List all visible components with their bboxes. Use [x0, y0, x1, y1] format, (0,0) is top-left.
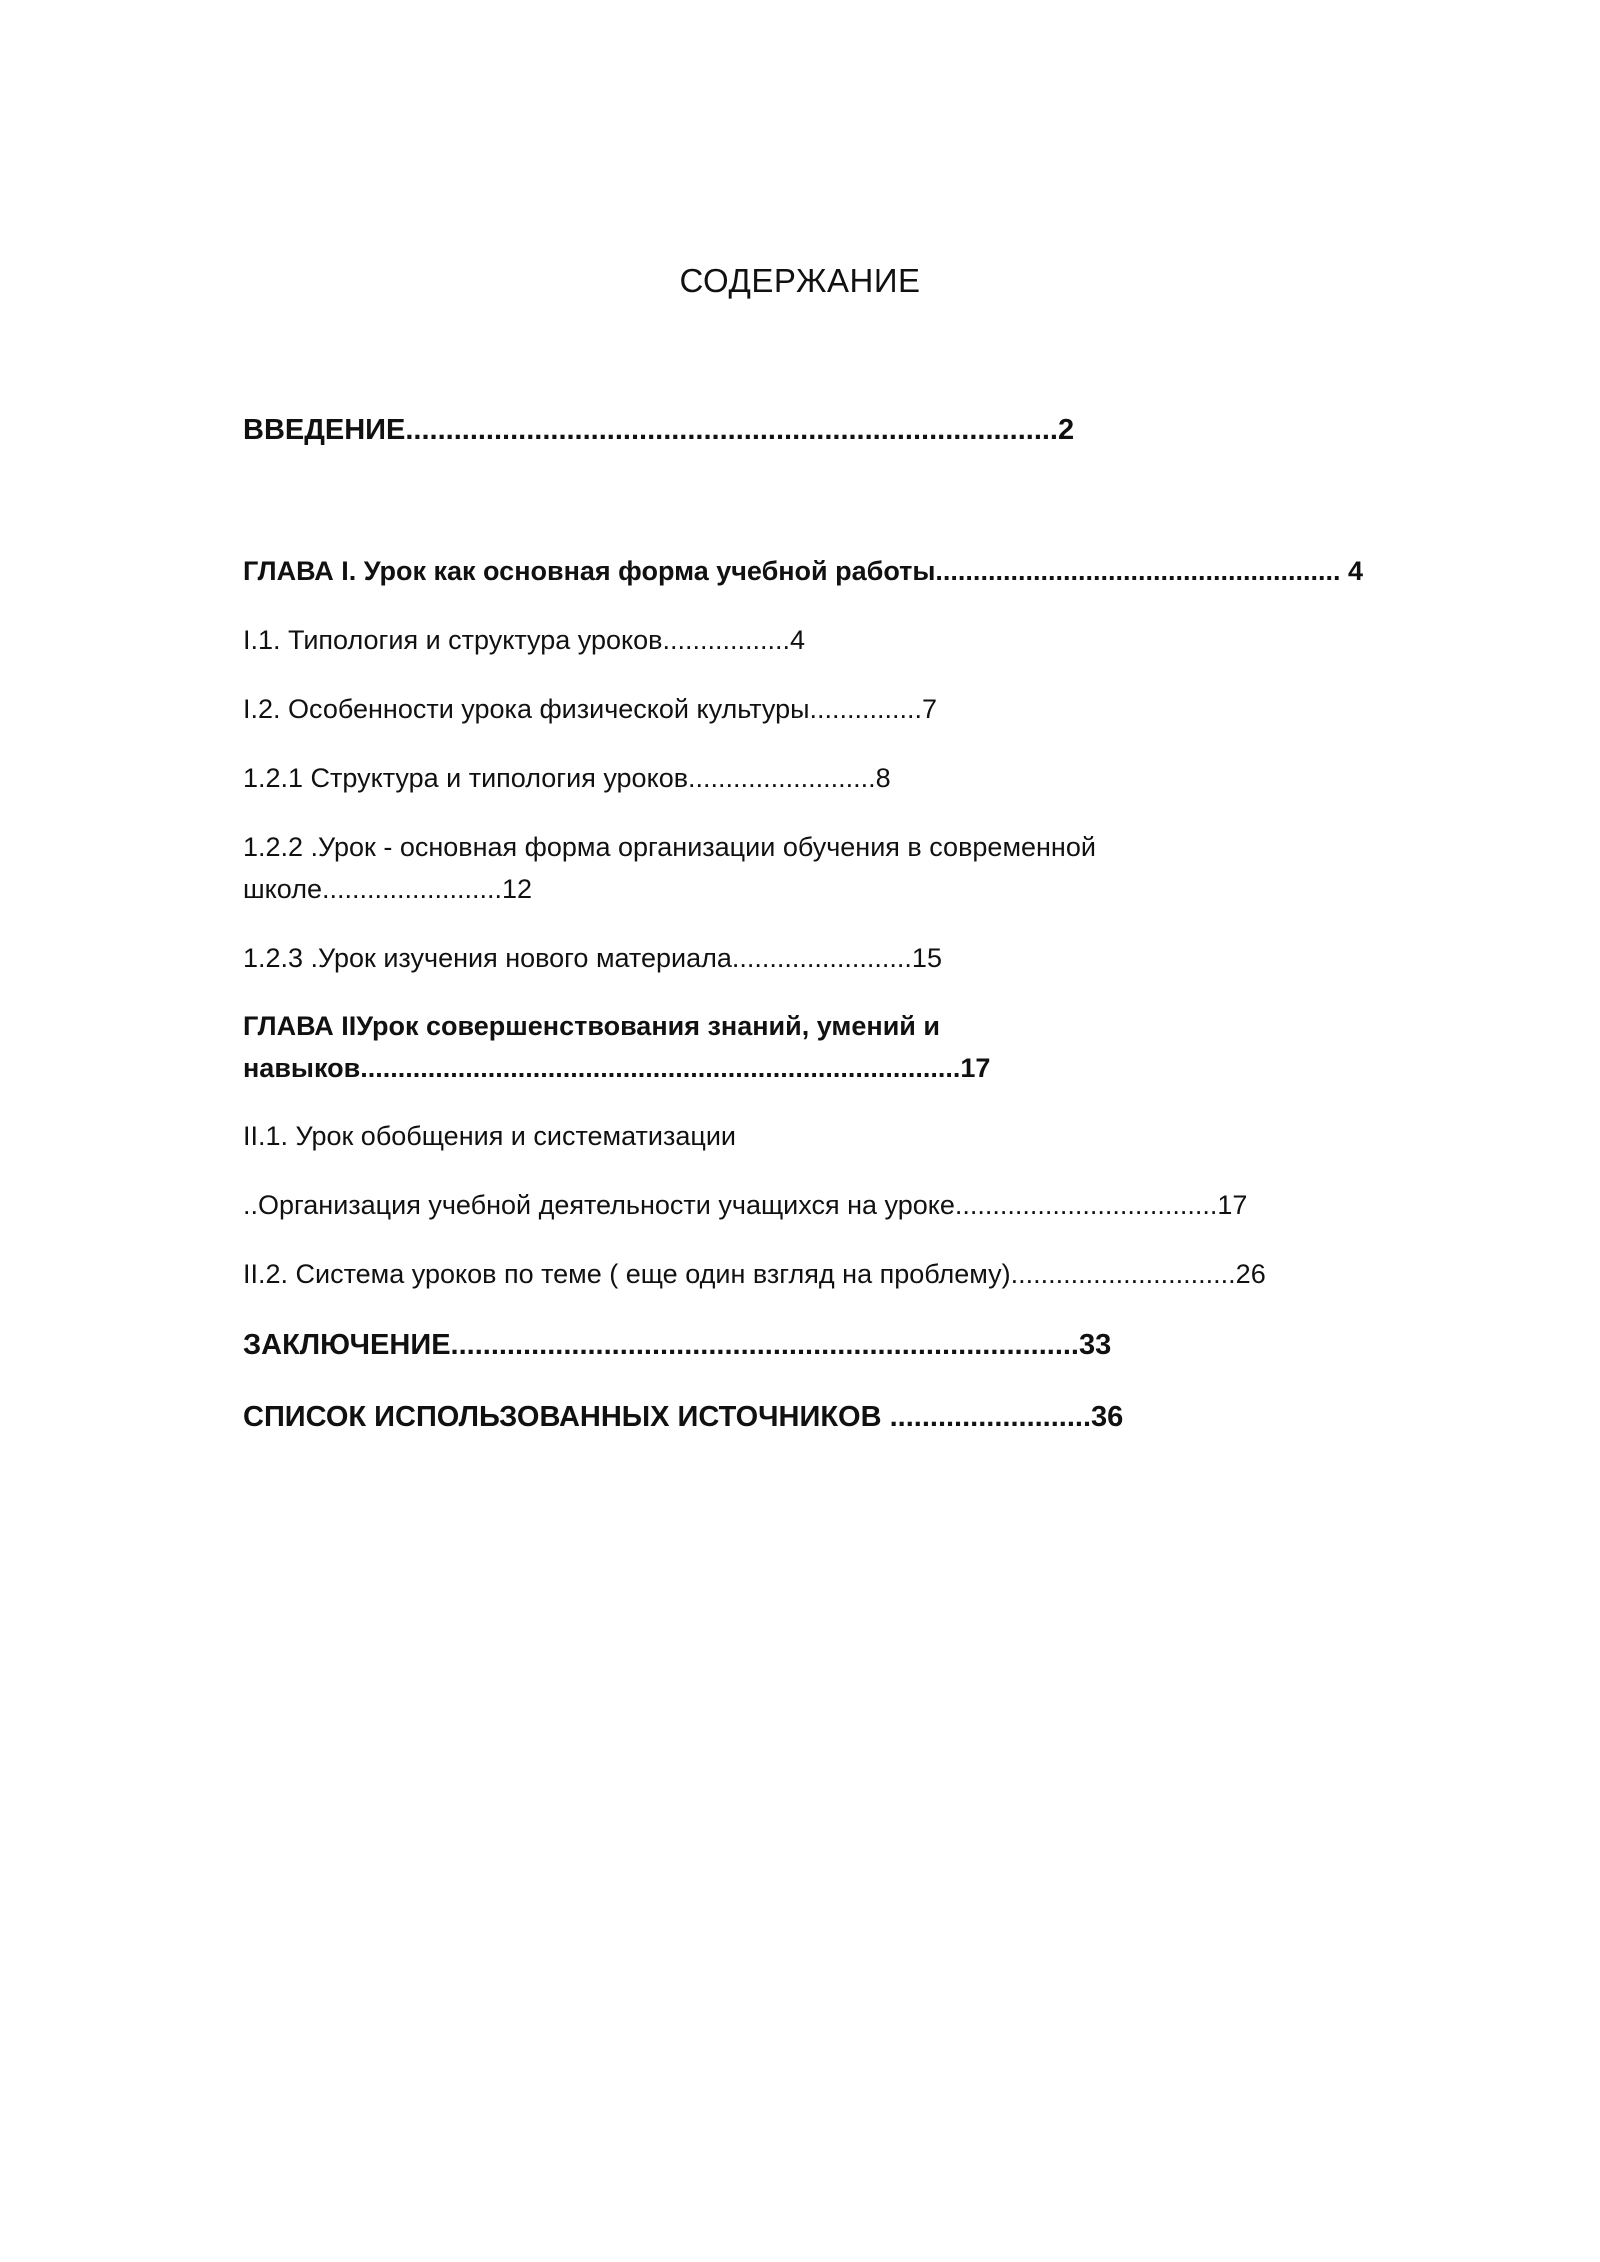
toc-entry-2-2: II.2. Система уроков по теме ( еще один взгляд на проблему)..............................26: [243, 1259, 1266, 1289]
toc-entry-1-1: I.1. Типология и структура уроков.................4: [243, 625, 806, 655]
toc-entry-1-2-2: [243, 826, 1096, 910]
toc-entry-1-2-1: 1.2.1 Структура и типология уроков.........................8: [243, 763, 891, 793]
toc-entry-2-1: II.1. Урок обобщения и систематизации: [243, 1121, 737, 1151]
toc-entry-references: СПИСОК ИСПОЛЬЗОВАННЫХ ИСТОЧНИКОВ .........................36: [243, 1401, 1124, 1433]
toc-entry-chapter-2-line2: навыков................................................................................17: [243, 1053, 991, 1083]
toc-entry-organization: ..Организация учебной деятельности учащихся на уроке...................................17: [243, 1190, 1248, 1220]
toc-entry-1-2-3: 1.2.3 .Урок изучения нового материала........................15: [243, 943, 942, 973]
toc-entry-1-2-2-line1: 1.2.2 .Урок - основная форма организации обучения в современной: [243, 832, 1096, 862]
toc-entry-conclusion: ЗАКЛЮЧЕНИЕ..............................................................................33: [243, 1329, 1112, 1361]
toc-entry-1-2-2-line2: школе........................12: [243, 874, 533, 904]
toc-entry-chapter-2: [243, 1005, 990, 1089]
toc-entry-chapter-2-line1: ГЛАВА IIУрок совершенствования знаний, умений и: [243, 1011, 940, 1041]
toc-entry-1-2: I.2. Особенности урока физической культуры...............7: [243, 694, 938, 724]
toc-entry-introduction: ВВЕДЕНИЕ.................................................................................2: [243, 414, 1075, 446]
page-title: СОДЕРЖАНИЕ: [679, 262, 921, 299]
toc-entry-chapter-1: ГЛАВА I. Урок как основная форма учебной работы...................................................... 4: [243, 556, 1364, 586]
